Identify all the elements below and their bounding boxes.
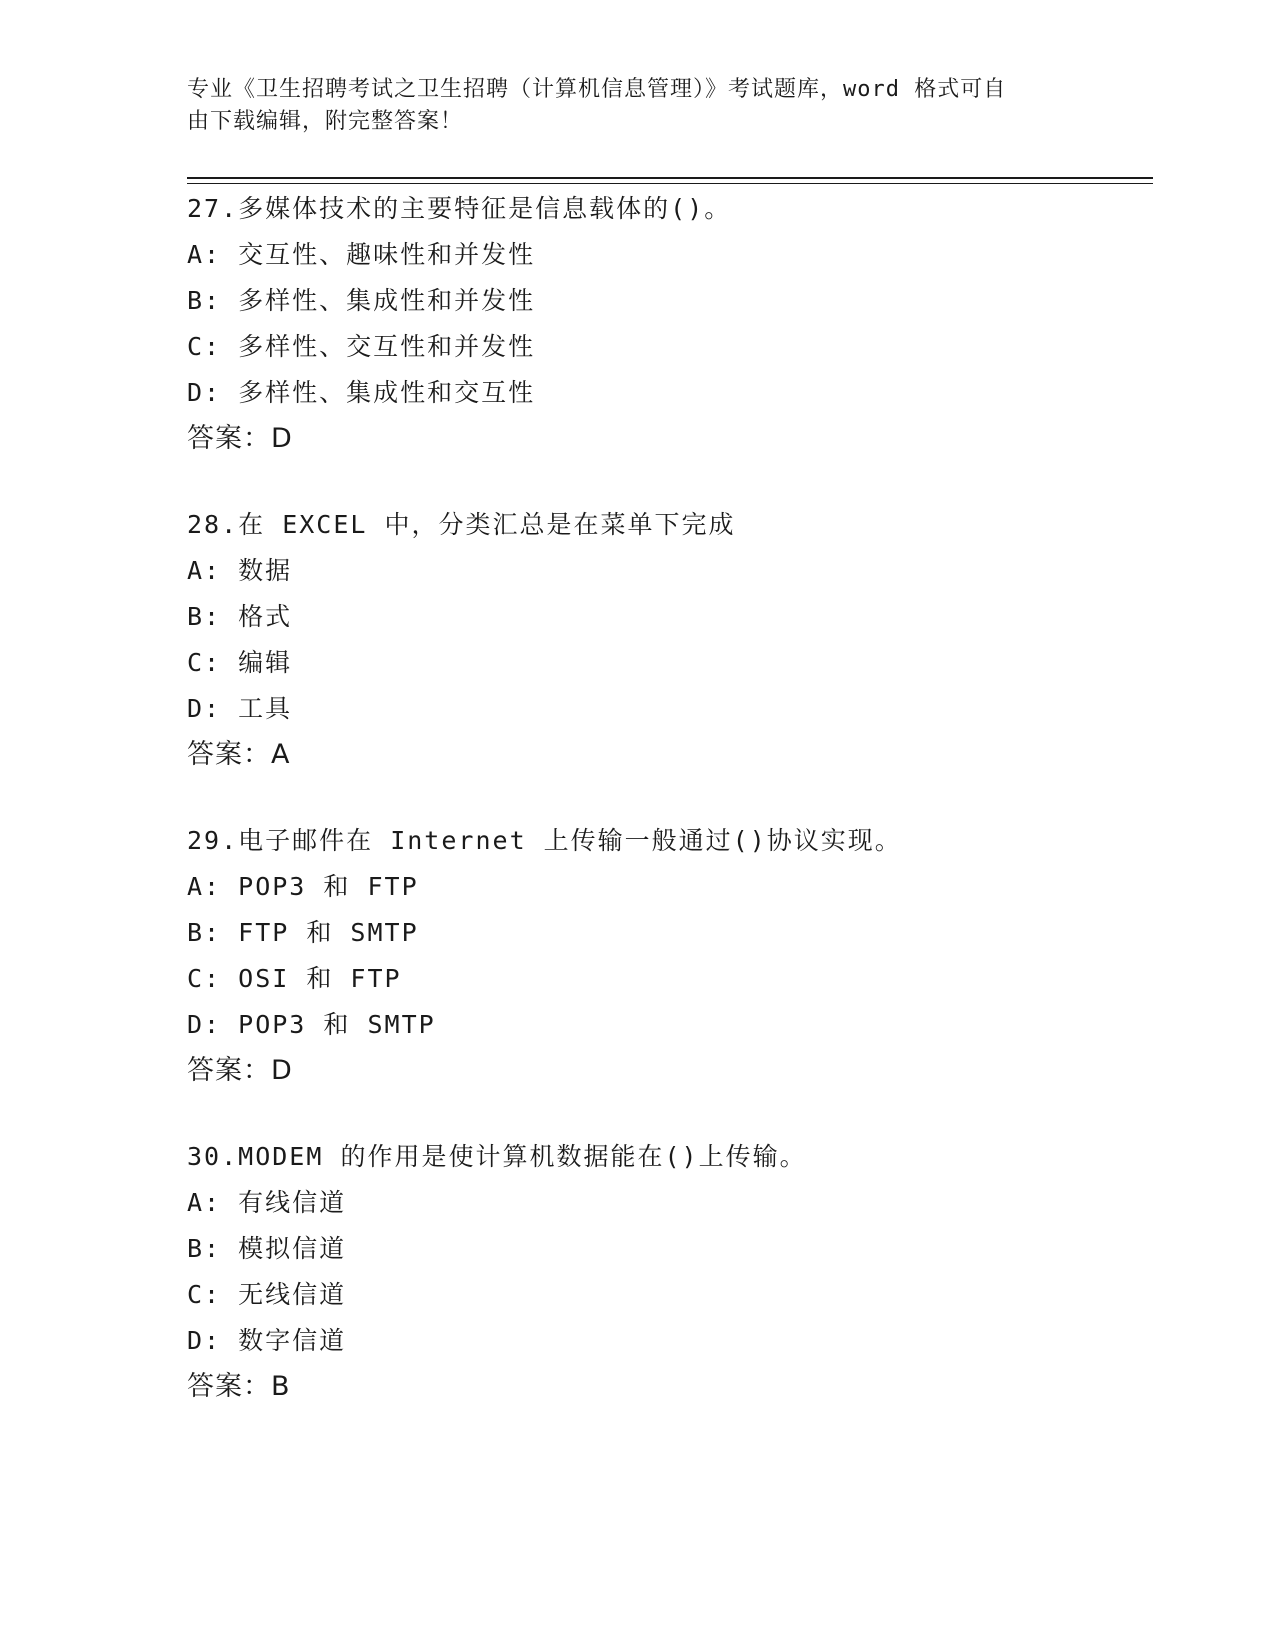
answer-line [187,416,1147,462]
option-c: C: 编辑 [187,648,293,677]
header-line-2: 由下载编辑，附完整答案！ [187,109,464,134]
question-text: 28.在 EXCEL 中，分类汇总是在菜单下完成 [187,510,736,539]
answer-label: 答案： [187,739,271,770]
answer-value: A [271,739,290,770]
question-block-28 [187,502,1147,778]
answer-label: 答案： [187,423,271,454]
question-block-27 [187,186,1147,462]
option-d: D: 数字信道 [187,1326,347,1355]
option-c: C: OSI 和 FTP [187,964,402,993]
option-b: B: 格式 [187,602,293,631]
option-d: D: 多样性、集成性和交互性 [187,378,536,407]
question-text: 30.MODEM 的作用是使计算机数据能在()上传输。 [187,1142,807,1171]
option-b: B: 模拟信道 [187,1234,347,1263]
header-line-1: 专业《卫生招聘考试之卫生招聘（计算机信息管理）》考试题库，word 格式可自 [187,77,1007,102]
option-c: C: 无线信道 [187,1280,347,1309]
answer-label: 答案： [187,1055,271,1086]
option-a: A: 交互性、趣味性和并发性 [187,240,536,269]
answer-value: D [271,423,292,454]
option-b: B: 多样性、集成性和并发性 [187,286,536,315]
option-a: A: 有线信道 [187,1188,347,1217]
question-text: 27.多媒体技术的主要特征是信息载体的()。 [187,194,732,223]
option-d: D: POP3 和 SMTP [187,1010,436,1039]
question-block-30 [187,1134,1147,1410]
option-d: D: 工具 [187,694,293,723]
answer-value: B [271,1371,290,1402]
answer-label: 答案： [187,1371,271,1402]
option-a: A: 数据 [187,556,293,585]
document-header [187,74,1087,138]
option-b: B: FTP 和 SMTP [187,918,419,947]
option-c: C: 多样性、交互性和并发性 [187,332,536,361]
answer-value: D [271,1055,292,1086]
answer-line [187,732,1147,778]
header-divider-thick [187,177,1153,179]
question-text: 29.电子邮件在 Internet 上传输一般通过()协议实现。 [187,826,902,855]
option-a: A: POP3 和 FTP [187,872,419,901]
question-block-29 [187,818,1147,1094]
answer-line [187,1048,1147,1094]
answer-line [187,1364,1147,1410]
header-divider-thin [187,183,1153,184]
